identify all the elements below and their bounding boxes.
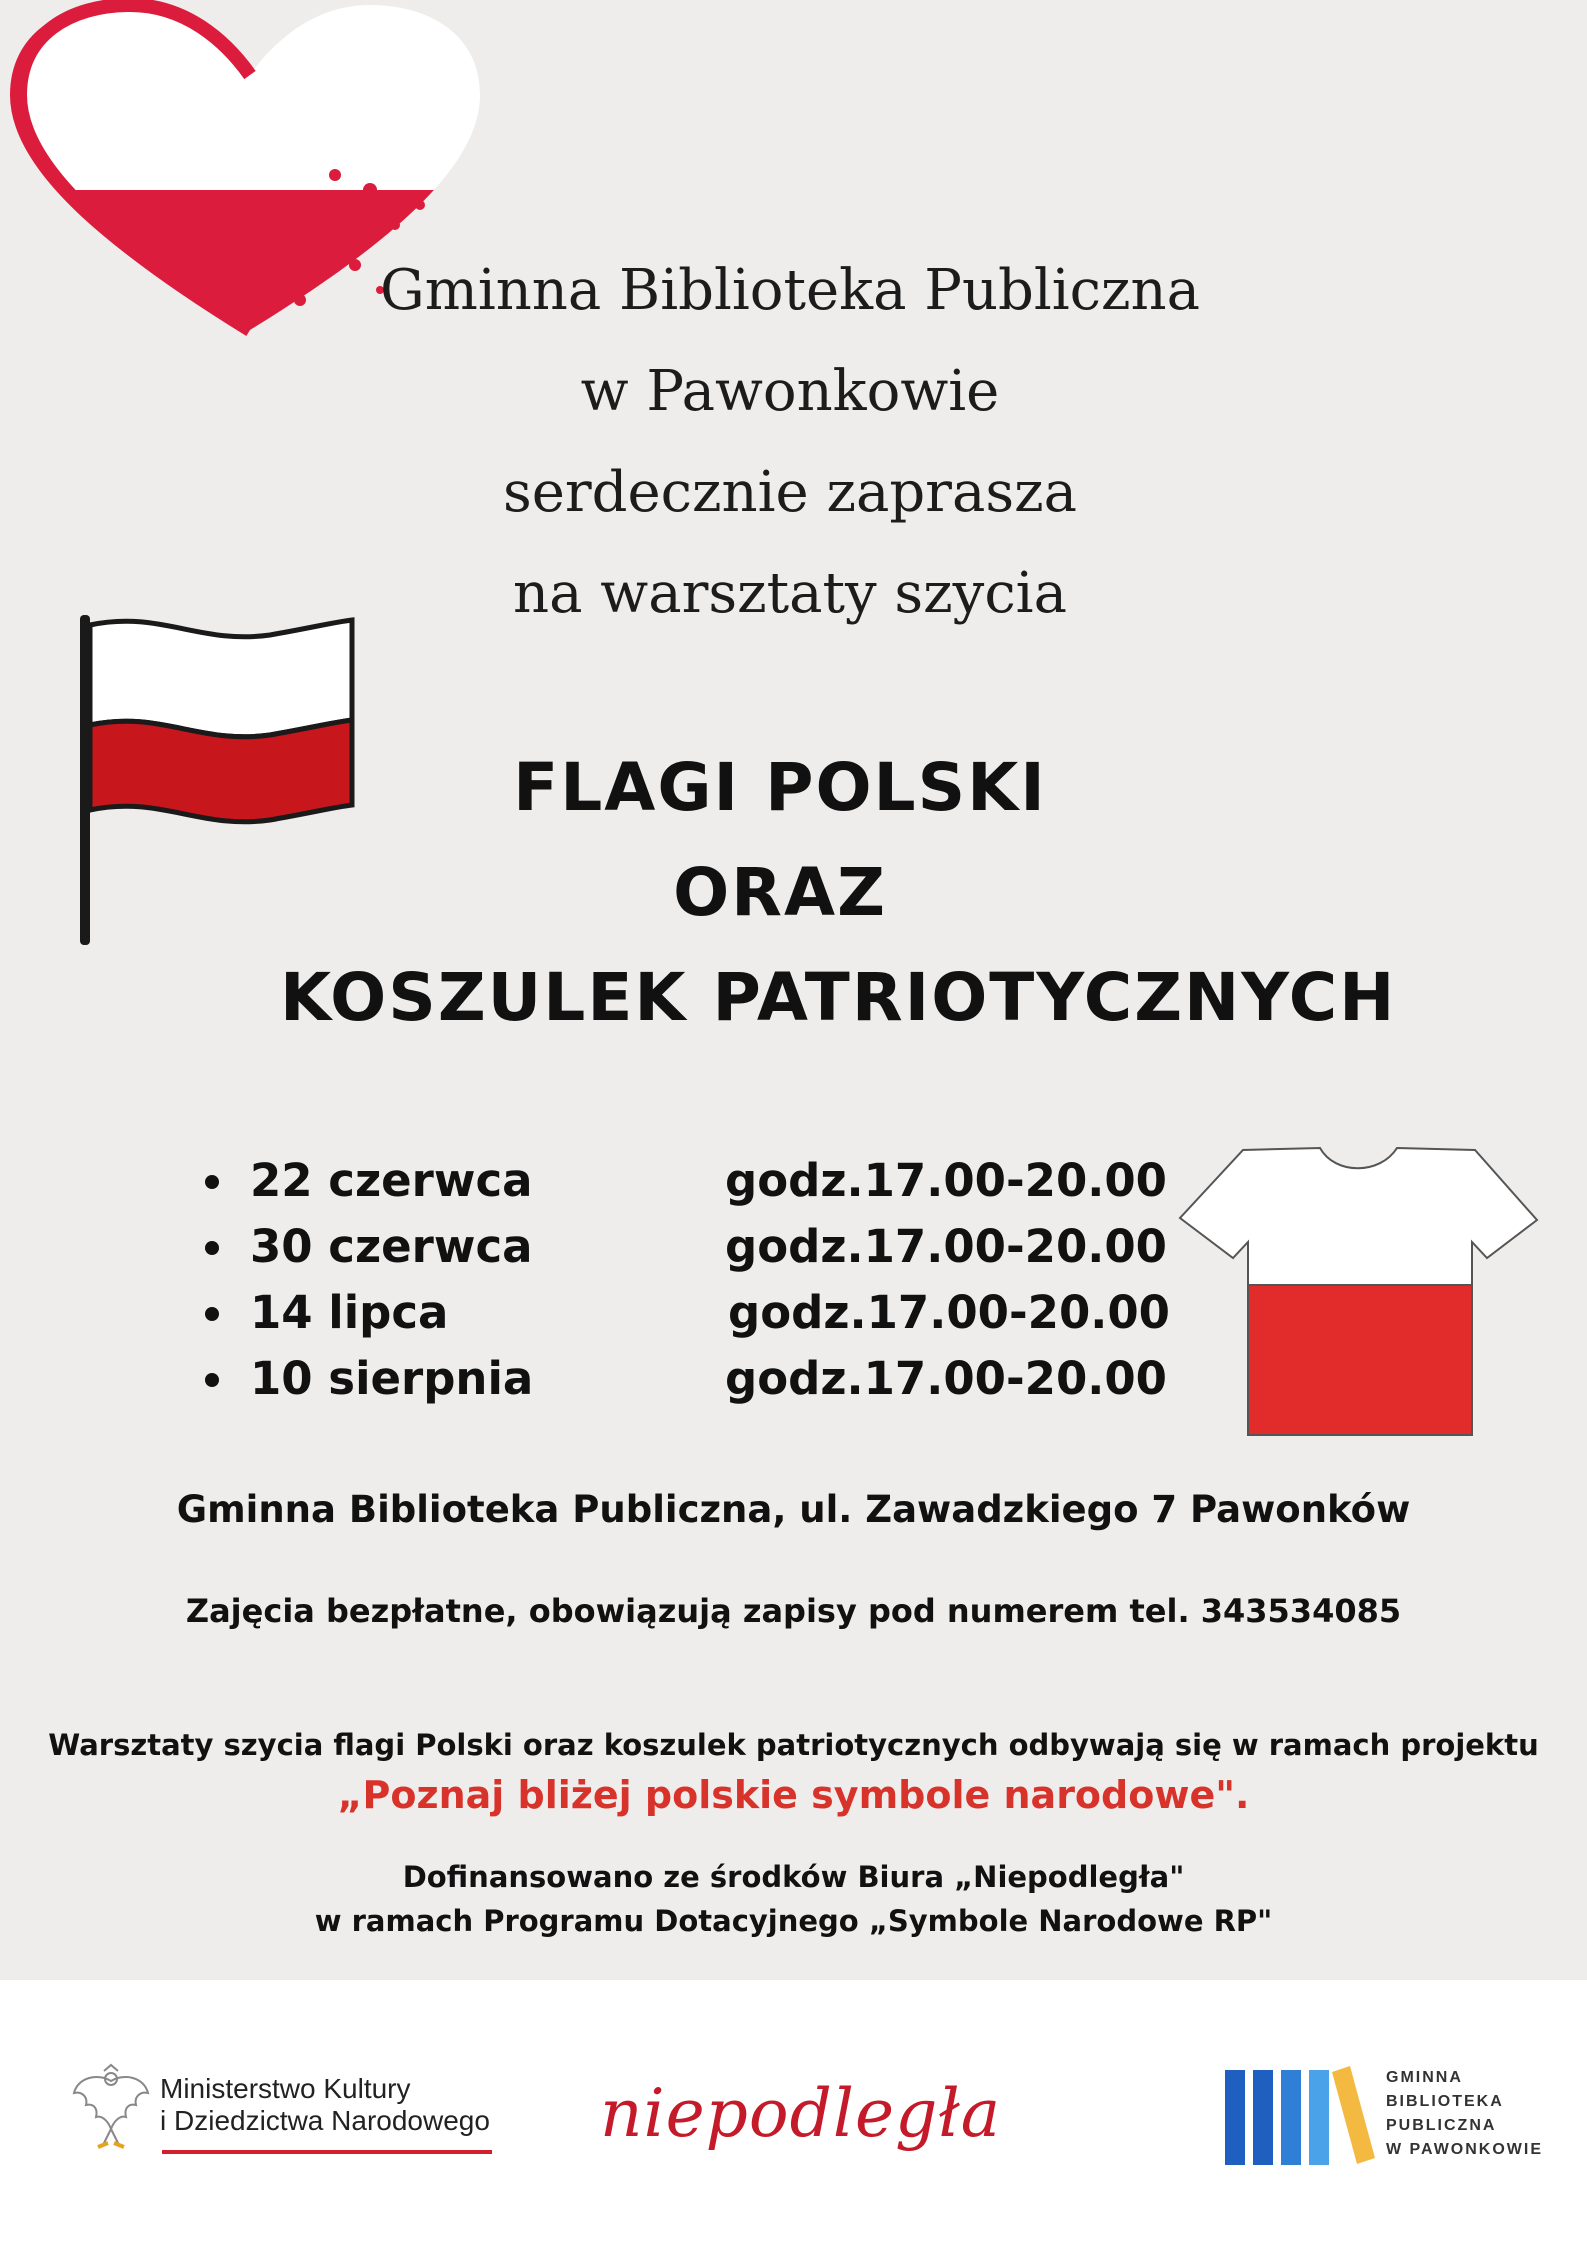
intro-line-1: Gminna Biblioteka Publiczna (379, 258, 1200, 323)
niepodlegla-wordmark: niepodległa (600, 2075, 1002, 2152)
schedule-list (205, 1148, 1170, 1412)
schedule-item (205, 1280, 1170, 1346)
signup-info: Zajęcia bezpłatne, obowiązują zapisy pod numerem tel. 343534085 (185, 1592, 1402, 1630)
schedule-time: godz.17.00-20.00 (725, 1220, 1167, 1273)
workshop-title (280, 735, 1397, 1050)
bullet-icon (205, 1307, 219, 1321)
title-line-2: ORAZ (673, 854, 887, 931)
schedule-date: 30 czerwca (250, 1220, 533, 1273)
schedule-time: godz.17.00-20.00 (725, 1352, 1167, 1405)
schedule-time: godz.17.00-20.00 (728, 1286, 1170, 1339)
schedule-item (205, 1148, 1167, 1214)
bullet-icon (205, 1175, 219, 1189)
bullet-icon (205, 1373, 219, 1387)
funding-line-1: Dofinansowano ze środków Biura „Niepodległa" (402, 1860, 1185, 1894)
project-intro: Warsztaty szycia flagi Polski oraz koszulek patriotycznych odbywają się w ramach projektu (48, 1728, 1539, 1762)
eagle-emblem-icon (68, 2063, 154, 2153)
schedule-date: 10 sierpnia (250, 1352, 534, 1405)
tshirt-flag-icon (1175, 1140, 1545, 1445)
library-line-2: BIBLIOTEKA (1386, 2093, 1504, 2110)
intro-line-3: serdecznie zaprasza (503, 460, 1077, 525)
ministry-logo (50, 2043, 520, 2168)
funding-line-2: w ramach Programu Dotacyjnego „Symbole Narodowe RP" (314, 1904, 1273, 1938)
library-line-3: PUBLICZNA (1386, 2117, 1497, 2134)
ministry-line-1: Ministerstwo Kultury (160, 2073, 411, 2104)
ministry-name (160, 2073, 490, 2137)
venue-address: Gminna Biblioteka Publiczna, ul. Zawadzkiego 7 Pawonków (176, 1488, 1411, 1531)
title-line-3: KOSZULEK PATRIOTYCZNYCH (280, 959, 1397, 1036)
intro-line-4: na warsztaty szycia (513, 561, 1067, 626)
title-line-1: FLAGI POLSKI (513, 749, 1047, 826)
funding-info (0, 1855, 1587, 1943)
project-name: „Poznaj bliżej polskie symbole narodowe". (337, 1773, 1250, 1817)
schedule-date: 22 czerwca (250, 1154, 533, 1207)
schedule-item (205, 1214, 1167, 1280)
schedule-time: godz.17.00-20.00 (725, 1154, 1167, 1207)
intro-text (300, 240, 1280, 644)
ministry-underline (162, 2150, 492, 2154)
schedule-date: 14 lipca (250, 1286, 449, 1339)
library-name (1386, 2066, 1543, 2162)
library-line-1: GMINNA (1386, 2069, 1463, 2086)
bullet-icon (205, 1241, 219, 1255)
schedule-item (205, 1346, 1167, 1412)
ministry-line-2: i Dziedzictwa Narodowego (160, 2105, 490, 2136)
library-line-4: W PAWONKOWIE (1386, 2141, 1544, 2158)
intro-line-2: w Pawonkowie (580, 359, 1000, 424)
niepodlegla-logo (590, 2048, 1010, 2173)
